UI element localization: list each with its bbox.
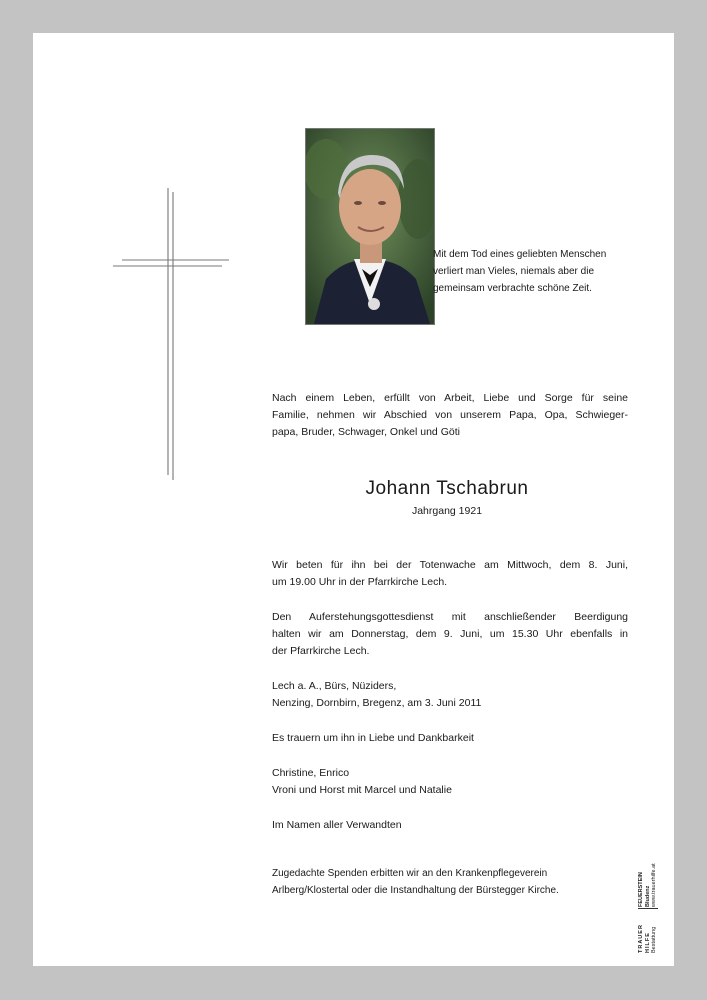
intro-line: Nach einem Leben, erfüllt von Arbeit, Liebe und Sorge für seine xyxy=(272,392,628,404)
relatives-text xyxy=(272,817,628,834)
motto-line: verliert man Vieles, niemals aber die xyxy=(433,266,595,277)
funeral-line: Den Auferstehungsgottesdienst mit anschließender Beerdigung xyxy=(272,611,628,623)
intro-line: papa, Bruder, Schwager, Onkel und Göti xyxy=(272,426,460,438)
places-line: Nenzing, Dornbirn, Bregenz, am 3. Juni 2011 xyxy=(272,697,482,709)
motto-line: gemeinsam verbrachte schöne Zeit. xyxy=(433,283,592,294)
family-line: Vroni und Horst mit Marcel und Natalie xyxy=(272,784,452,796)
motto-quote xyxy=(433,246,633,297)
obituary-page xyxy=(33,33,674,966)
portrait-photo xyxy=(305,128,435,325)
motto-line: Mit dem Tod eines geliebten Menschen xyxy=(433,249,607,260)
funeral-line: der Pfarrkirche Lech. xyxy=(272,645,370,657)
funeral-info xyxy=(272,609,628,660)
wake-line: Wir beten für ihn bei der Totenwache am Mittwoch, dem 8. Juni, xyxy=(272,559,628,571)
logo-brand: TRAUER HILFE xyxy=(638,924,651,953)
places-date xyxy=(272,678,628,712)
logo-company: FEUERSTEIN Bludenz xyxy=(638,872,651,907)
funeral-home-logo xyxy=(637,853,667,953)
wake-line: um 19.00 Uhr in der Pfarrkirche Lech. xyxy=(272,576,448,588)
donations-note xyxy=(272,865,628,899)
family-line: Christine, Enrico xyxy=(272,767,350,779)
wake-info xyxy=(272,557,628,591)
mourning-text xyxy=(272,730,628,747)
relatives-line: Im Namen aller Verwandten xyxy=(272,819,402,831)
places-line: Lech a. A., Bürs, Nüziders, xyxy=(272,680,397,692)
funeral-line: halten wir am Donnerstag, dem 9. Juni, um 15.30 Uhr ebenfalls in xyxy=(272,628,628,640)
logo-subtitle: Bestattung xyxy=(651,926,657,953)
mourning-line: Es trauern um ihn in Liebe und Dankbarkeit xyxy=(272,732,474,744)
donations-line: Arlberg/Klostertal oder die Instandhaltung der Bürstegger Kirche. xyxy=(272,885,559,896)
birth-year: Jahrgang 1921 xyxy=(411,505,483,517)
donations-line: Zugedachte Spenden erbitten wir an den Krankenpflegeverein xyxy=(272,868,548,879)
logo-website: www.trauerhilfe.at xyxy=(651,863,657,907)
intro-line: Familie, nehmen wir Abschied von unserem Papa, Opa, Schwieger- xyxy=(272,409,628,421)
family-list xyxy=(272,765,628,799)
deceased-name: Johann Tschabrun xyxy=(365,478,529,499)
intro-text xyxy=(272,390,628,441)
cross-icon xyxy=(113,188,229,480)
